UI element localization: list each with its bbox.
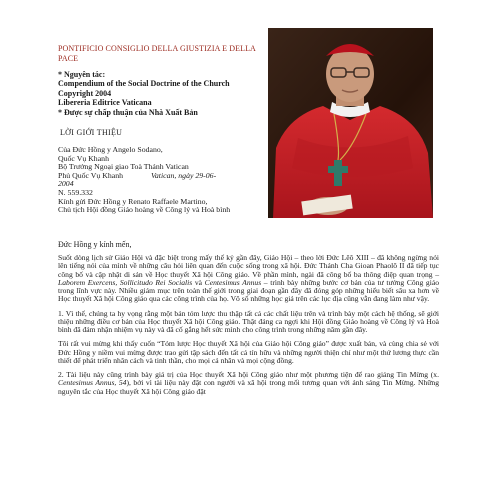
sender-block	[58, 146, 274, 215]
sender-line	[58, 172, 274, 181]
source-info	[58, 70, 268, 117]
office-name: Phủ Quốc Vụ Khanh	[58, 170, 124, 180]
source-line: Libereria Editrice Vaticana	[58, 98, 152, 108]
source-line: Copyright 2004	[58, 88, 112, 98]
body-paragraph: Suốt dòng lịch sử Giáo Hội và đặc biệt trong mấy thế kỷ gần đây, Giáo Hội – theo lời Đức Lêô XIII – đã không ngừng nói lên tiếng nói của mình về những câu hỏi liên quan đến cuộc sống trong xã hội. Đức Thánh Cha Gioan Phaolô II đã tiếp tục công bố và cập nhật di sản về Học thuyết Xã hội Công giáo. Về phần mình, ngài đã công bố ba thông điệp quan trọng – Laborem Exercens, Sollicitudo Rei Socialis và Centesimus Annus – trình bày những bước cơ bản của tư tưởng Công giáo trong lĩnh vực này. Nhiều giám mục trên toàn thế giới trong giai đoạn gần đây đã đóng góp những hiểu biết sâu xa hơn về Học thuyết Xã hội Công giáo qua các công trình của họ. Vô số những học giả trên các lục địa cũng vẫn đang làm như vậy.	[58, 253, 440, 304]
letter-body	[58, 254, 439, 402]
recipient-title: Chủ tịch Hội đồng Giáo hoàng về Công lý và Hoà bình	[58, 205, 231, 215]
salutation: Đức Hồng y kính mến,	[58, 240, 132, 249]
council-title: PONTIFICIO CONSIGLIO DELLA GIUSTIZIA E DELLA PACE	[58, 44, 256, 63]
body-paragraph: 2. Tài liệu này cũng trình bày giá trị của Học thuyết Xã hội Công giáo như một phương tiện để rao giảng Tin Mừng (x. Centesimus Annus, 54), bởi vì tài liệu này đặt con người và xã hội trong mối tương quan với ánh sáng Tin Mừng. Những nguyên tắc của Học thuyết Xã hội Công giáo đặt	[58, 370, 439, 396]
reference-number: N. 559.332	[58, 187, 93, 197]
portrait-image	[268, 28, 433, 218]
letter-year: 2004	[58, 179, 74, 189]
section-title: LỜI GIỚI THIỆU	[60, 128, 123, 137]
sender-line: Của Đức Hồng y Angelo Sodano,	[58, 145, 163, 154]
source-line: Compendium of the Social Doctrine of the Church	[58, 79, 230, 89]
source-line: * Được sự chấp thuận của Nhà Xuất Bản	[58, 107, 198, 117]
body-paragraph: 1. Vì thế, chúng ta hy vọng rằng một bản tóm lược thu thập tất cả các chất liệu trên và trình bày một cách hệ thống, sẽ giới thiệu những điều cơ bản của Học thuyết Xã hội Công giáo. Thật đáng ca ngợi khi Hội đồng Giáo hoàng về Công lý và Hoà bình đã đảm nhận nhiệm vụ này và đã cố gắng hết sức mình cho công trình trong những năm gần đây.	[58, 308, 439, 334]
sender-line: Quốc Vụ Khanh	[58, 153, 109, 163]
source-line: * Nguyên tác:	[58, 70, 106, 79]
recipient-line: Kính gửi Đức Hồng y Renato Raffaele Martino,	[58, 196, 208, 206]
cardinal-portrait	[268, 28, 433, 218]
sender-line: Bộ Trưởng Ngoại giao Toà Thánh Vatican	[58, 162, 189, 172]
letter-date: Vatican, ngày 29-06-	[151, 170, 217, 180]
body-paragraph: Tôi rất vui mừng khi thấy cuốn “Tóm lược Học thuyết Xã hội của Giáo hội Công giáo” được xuất bản, và cùng chia sẻ với Đức Hồng y niềm vui mừng được trao gửi tập sách đến tất cả tín hữu và những người thiện chí như một thứ lương thực cần thiết để phát triển nhân cách và tinh thần, cho mọi cá nhân và mọi cộng đồng.	[58, 339, 439, 365]
